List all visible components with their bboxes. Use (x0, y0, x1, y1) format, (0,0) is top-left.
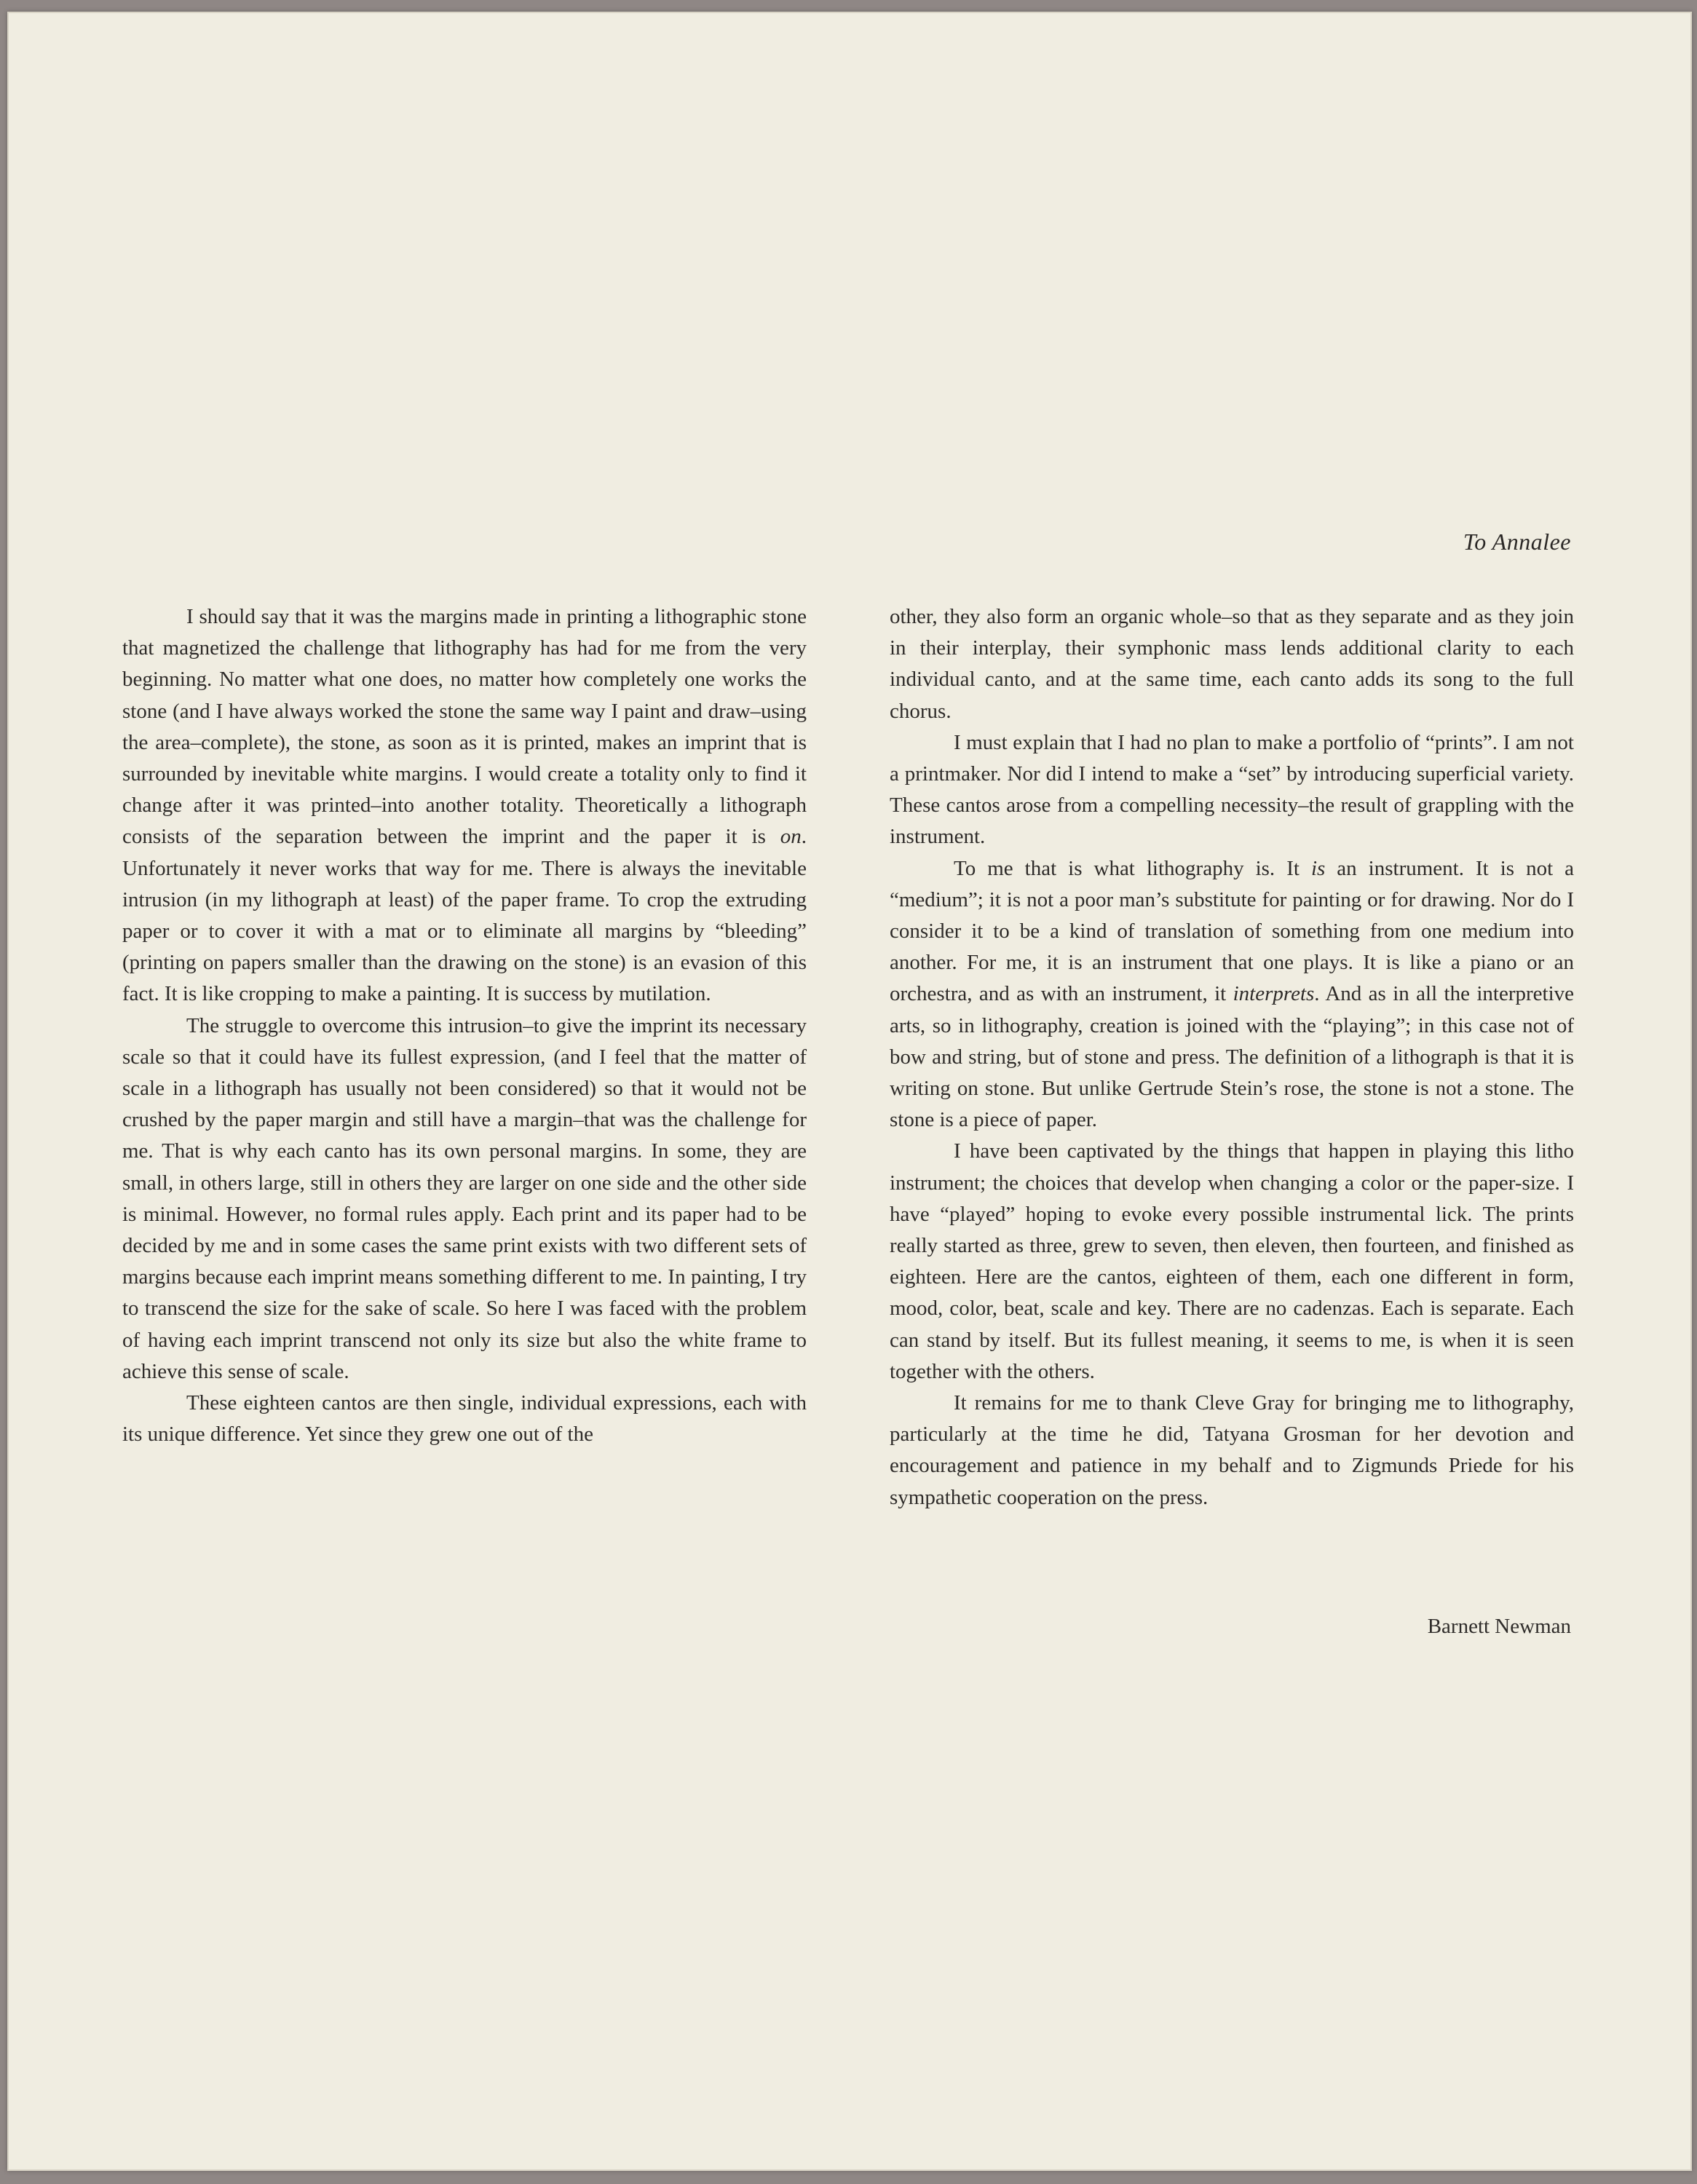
italic-word: interprets (1233, 982, 1315, 1006)
text-column-right (890, 601, 1574, 1514)
paragraph: The struggle to overcome this intrusion–to give the imprint its necessary scale so that it could have its fullest expression, (and I feel that the matter of scale in a lithograph has usually not been considered) so that it would not be crushed by the paper margin and still have a margin–that was the challenge for me. That is why each canto has its own personal margins. In some, they are small, in others large, still in others they are larger on one side and the other side is minimal. However, no formal rules apply. Each print and its paper had to be decided by me and in some cases the same print exists with two different sets of margins because each imprint means something different to me. In painting, I try to transcend the size for the sake of scale. So here I was faced with the problem of having each imprint transcend not only its size but also the white frame to achieve this sense of scale. (122, 1013, 807, 1383)
paragraph: I must explain that I had no plan to make a portfolio of “prints”. I am not a printmaker. Nor did I intend to make a “set” by introducing superficial variety. These cantos arose from a compelling necessity–the result of grappling with the instrument. (890, 730, 1574, 849)
paragraph-text: . Unfortunately it never works that way for me. There is always the inevitable intrusion (in my lithograph at least) of the paper frame. To crop the extruding paper or to cover it with a mat or to eliminate all margins by “bleeding” (printing on papers smaller than the drawing on the stone) is an evasion of this fact. It is like cropping to make a painting. It is success by mutilation. (122, 825, 807, 1006)
paragraph (890, 853, 1574, 1136)
paragraph-text: an instrument. It is not a “medium”; it is not a poor man’s substitute for painting or for drawing. Nor do I consider it to be a kind of translation of something from one medium into another. For me, it is an instrument that one plays. It is like a piano or an orchestra, and as with an instrument, it (890, 856, 1575, 1006)
italic-word: is (1310, 856, 1326, 880)
paragraph-text: To me that is what lithography is. It (954, 856, 1311, 880)
text-column-left (122, 601, 807, 1450)
paragraph: I have been captivated by the things that happen in playing this litho instrument; the choices that develop when changing a color or the paper-size. I have “played” hoping to evoke every possible instrumental lick. The prints really started as three, grew to seven, then eleven, then fourteen, and finished as eighteen. Here are the cantos, eighteen of them, each one different in form, mood, color, beat, scale and key. There are no cadenzas. Each is separate. Each can stand by itself. But its fullest meaning, it seems to me, is when it is seen together with the others. (890, 1139, 1574, 1383)
author-signature: Barnett Newman (1427, 1615, 1571, 1638)
paragraph-continued: other, they also form an organic whole–so that as they separate and as they join in their interplay, their symphonic mass lends additional clarity to each individual canto, and at the same time, each canto adds its song to the full chorus. (890, 605, 1574, 723)
paragraph: It remains for me to thank Cleve Gray for bringing me to lithography, particularly at the time he did, Tatyana Grosman for her devotion and encouragement and patience in my behalf and to Zigmunds Priede for his sympathetic cooperation on the press. (890, 1391, 1574, 1509)
paragraph-text: . And as in all the interpretive arts, so in lithography, creation is joined with the “playing”; in this case not of bow and string, but of stone and press. The definition of a lithograph is that it is writing on stone. But unlike Gertrude Stein’s rose, the stone is not a stone. The stone is a piece of paper. (890, 982, 1574, 1132)
paragraph: These eighteen cantos are then single, individual expressions, each with its unique difference. Yet since they grew one out of the (122, 1391, 807, 1447)
paper-sheet (7, 12, 1692, 2171)
italic-word: on (780, 825, 802, 849)
paragraph-text: I should say that it was the margins made in printing a lithographic stone that magnetized the challenge that lithography has had for me from the very beginning. No matter what one does, no matter how completely one works the stone (and I have always worked the stone the same way I paint and draw–using the area–complete), the stone, as soon as it is printed, makes an imprint that is surrounded by inevitable white margins. I would create a totality only to find it change after it was printed–into another totality. Theoretically a lithograph consists of the separation between the imprint and the paper it is (122, 605, 807, 849)
paragraph (122, 601, 807, 1010)
dedication: To Annalee (1463, 529, 1571, 555)
